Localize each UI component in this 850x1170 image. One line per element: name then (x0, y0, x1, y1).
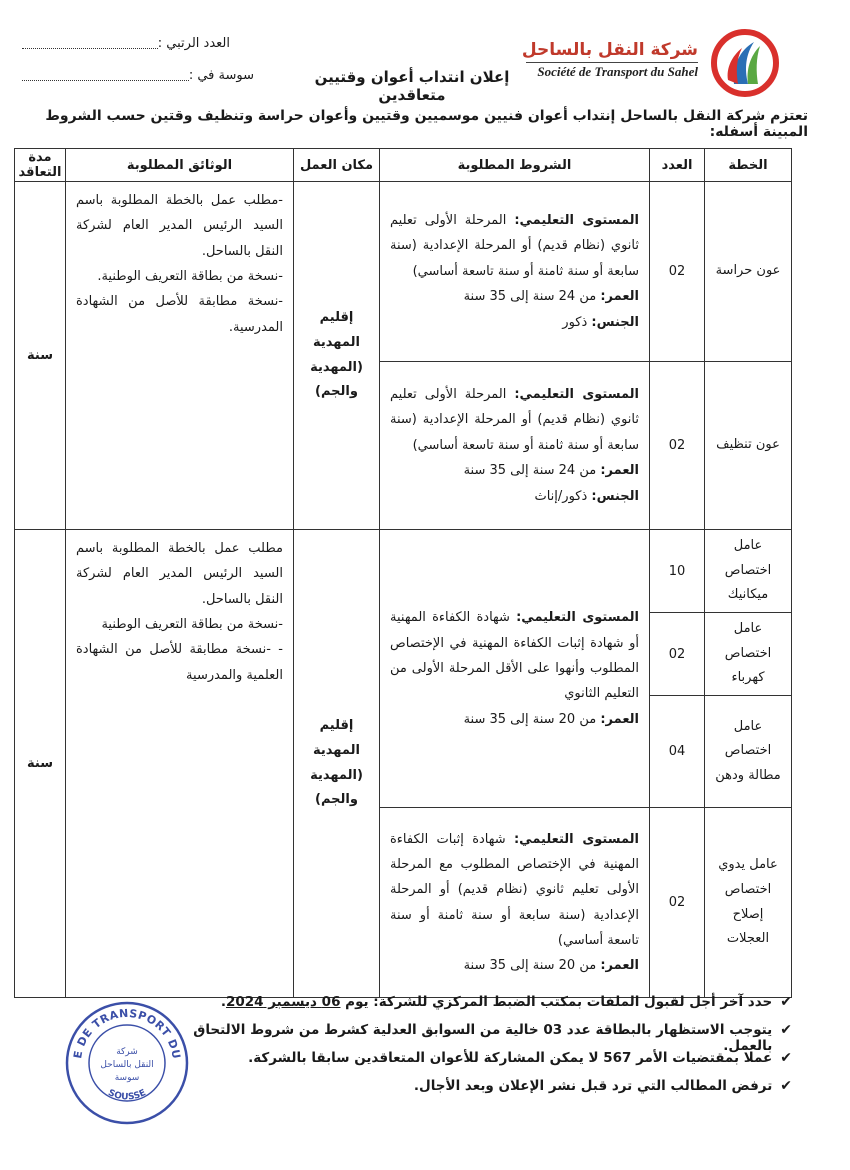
company-logo (710, 28, 780, 98)
conditions-cell (380, 808, 650, 998)
place-line: إقليم (319, 310, 354, 326)
reference-number-line (16, 36, 230, 51)
plan-cell: عون حراسة (705, 182, 792, 362)
age-text: من 24 سنة إلى 35 سنة (463, 289, 601, 305)
conditions-cell (380, 182, 650, 362)
header-plan: الخطة (705, 149, 792, 182)
education-label: المستوى التعليمي: (514, 387, 639, 403)
place-line: المهدية (313, 334, 360, 350)
table-row (15, 182, 792, 362)
svg-text:SOUSSE (106, 1088, 147, 1102)
count-cell: 02 (650, 182, 705, 362)
note-item (192, 1022, 792, 1054)
header-conditions: الشروط المطلوبة (380, 149, 650, 182)
stamp-inner-line: سوسة (114, 1073, 140, 1083)
company-underline (526, 62, 698, 63)
reference-number-dots (22, 36, 158, 49)
recruitment-table (14, 148, 792, 998)
header-place: مكان العمل (294, 149, 380, 182)
sex-label: الجنس: (591, 314, 639, 330)
age-text: من 24 سنة إلى 35 سنة (463, 463, 601, 479)
duration-cell: سنة (15, 182, 66, 530)
date-label: سوسة في : (188, 68, 254, 83)
sex-text: ذكور/إناث (534, 488, 592, 504)
place-line: والجم) (315, 384, 358, 400)
note-text: يتوجب الاستظهار بالبطاقة عدد 03 خالية من السوابق العدلية كشرط من شروط الالتحاق بالعمل. (193, 1022, 773, 1054)
age-label: العمر: (600, 711, 639, 727)
document-item: مطلب عمل بالخطة المطلوبة باسم السيد الرئيس المدير العام لشركة النقل بالساحل. (76, 541, 283, 607)
age-text: من 20 سنة إلى 35 سنة (463, 711, 601, 727)
plan-cell: عامل يدوي اختصاص إصلاح العجلات (705, 808, 792, 998)
document-item: -نسخة مطابقة للأصل من الشهادة المدرسية. (76, 294, 283, 335)
age-text: من 20 سنة إلى 35 سنة (463, 958, 601, 974)
education-label: المستوى التعليمي: (516, 610, 640, 626)
table-header-row (15, 149, 792, 182)
place-line: (المهدية (310, 359, 363, 375)
duration-cell: سنة (15, 530, 66, 998)
reference-number-label: العدد الرتبي : (157, 36, 230, 51)
age-label: العمر: (600, 289, 639, 305)
education-text: المرحلة الأولى تعليم ثانوي (نظام قديم) أو المرحلة الإعدادية (سنة سابعة أو سنة ثامنة أو سنة تاسعة أساسي) (390, 387, 639, 453)
stamp-outer-text: E DE TRANSPORT DU (71, 1006, 183, 1061)
date-line (16, 68, 254, 83)
header-documents: الوثائق المطلوبة (66, 149, 294, 182)
stamp-inner-line: شركة (116, 1047, 138, 1057)
age-label: العمر: (600, 463, 639, 479)
education-label: المستوى التعليمي: (514, 213, 639, 229)
sex-text: ذكور (562, 314, 592, 330)
education-label: المستوى التعليمي: (513, 831, 639, 847)
document-item: -مطلب عمل بالخطة المطلوبة باسم السيد الرئيس المدير العام لشركة النقل بالساحل. (76, 193, 283, 259)
education-text: شهادة الكفاءة المهنية أو شهادة إثبات الكفاءة المهنية في الإختصاص المطلوب وأنهوا على الأقل المرحلة الأولى من التعليم الثانوي (390, 610, 639, 702)
plan-cell: عامل اختصاص ميكانيك (705, 530, 792, 613)
plan-cell: عامل اختصاص مطالة ودهن (705, 696, 792, 808)
document-item: -نسخة من بطاقة التعريف الوطنية. (97, 269, 283, 285)
count-cell: 02 (650, 613, 705, 696)
checkmark-icon: ✔ (780, 1078, 792, 1094)
company-stamp (64, 1000, 190, 1126)
plan-cell: عون تنظيف (705, 362, 792, 530)
notes-list (192, 994, 792, 1106)
deadline-date: 06 ديسمبر 2024 (226, 994, 341, 1010)
checkmark-icon: ✔ (780, 1022, 792, 1038)
company-name-french: Société de Transport du Sahel (537, 64, 698, 79)
table-row (15, 530, 792, 613)
place-cell (294, 182, 380, 530)
age-label: العمر: (600, 958, 639, 974)
note-text: ترفض المطالب التي ترد قبل نشر الإعلان وبعد الأجال. (413, 1078, 773, 1094)
count-cell: 02 (650, 362, 705, 530)
count-cell: 02 (650, 808, 705, 998)
conditions-cell (380, 362, 650, 530)
place-line: والجم) (315, 792, 358, 808)
count-cell: 10 (650, 530, 705, 613)
education-text: المرحلة الأولى تعليم ثانوي (نظام قديم) أو المرحلة الإعدادية (سنة سابعة أو سنة ثامنة أو سنة تاسعة أساسي) (390, 213, 639, 279)
note-item (192, 1078, 792, 1106)
place-line: المهدية (313, 742, 360, 758)
note-text-part: . (220, 994, 226, 1010)
logo-icon (710, 28, 780, 98)
note-item (192, 994, 792, 1022)
company-name-arabic: شركة النقل بالساحل (521, 40, 698, 60)
intro-paragraph: تعتزم شركة النقل بالساحل إنتداب أعوان فنيين موسميين وقتيين وأعوان حراسة وتنظيف وقتين حسب الشروط المبينة أسفله: (45, 108, 808, 140)
documents-cell (66, 530, 294, 998)
plan-cell: عامل اختصاص كهرباء (705, 613, 792, 696)
note-text (221, 994, 772, 1010)
sex-label: الجنس: (591, 488, 639, 504)
date-dots (22, 68, 189, 81)
count-cell: 04 (650, 696, 705, 808)
page-title: إعلان انتداب أعوان وقتيين متعاقدين (314, 68, 510, 104)
place-line: (المهدية (310, 767, 363, 783)
note-text-part: حدد آخر أجل لقبول الملفات بمكتب الضبط المركزي للشركة: يوم (340, 994, 773, 1010)
document-item: -نسخة من بطاقة التعريف الوطنية (101, 617, 283, 633)
stamp-icon (64, 1000, 190, 1126)
stamp-inner-line: النقل بالساحل (100, 1060, 154, 1070)
place-cell (294, 530, 380, 998)
place-line: إقليم (319, 718, 354, 734)
checkmark-icon: ✔ (780, 994, 792, 1010)
checkmark-icon: ✔ (780, 1050, 792, 1066)
education-text: شهادة إثبات الكفاءة المهنية في الإختصاص المطلوب مع المرحلة الأولى تعليم ثانوي (نظام قديم) أو المرحلة الإعدادية (سنة سابعة أو سنة ثامنة أو سنة تاسعة أساسي) (390, 831, 639, 948)
header-duration: مدة التعاقد (15, 149, 66, 182)
conditions-cell (380, 530, 650, 808)
header-count: العدد (650, 149, 705, 182)
document-item: - -نسخة مطابقة للأصل من الشهادة العلمية والمدرسية (76, 642, 283, 683)
note-item (192, 1050, 792, 1078)
documents-cell (66, 182, 294, 530)
note-text: عملا بمقتضيات الأمر 567 لا يمكن المشاركة للأعوان المتعاقدين سابقا بالشركة. (248, 1050, 773, 1066)
stamp-bottom-text: SOUSSE (106, 1088, 148, 1103)
